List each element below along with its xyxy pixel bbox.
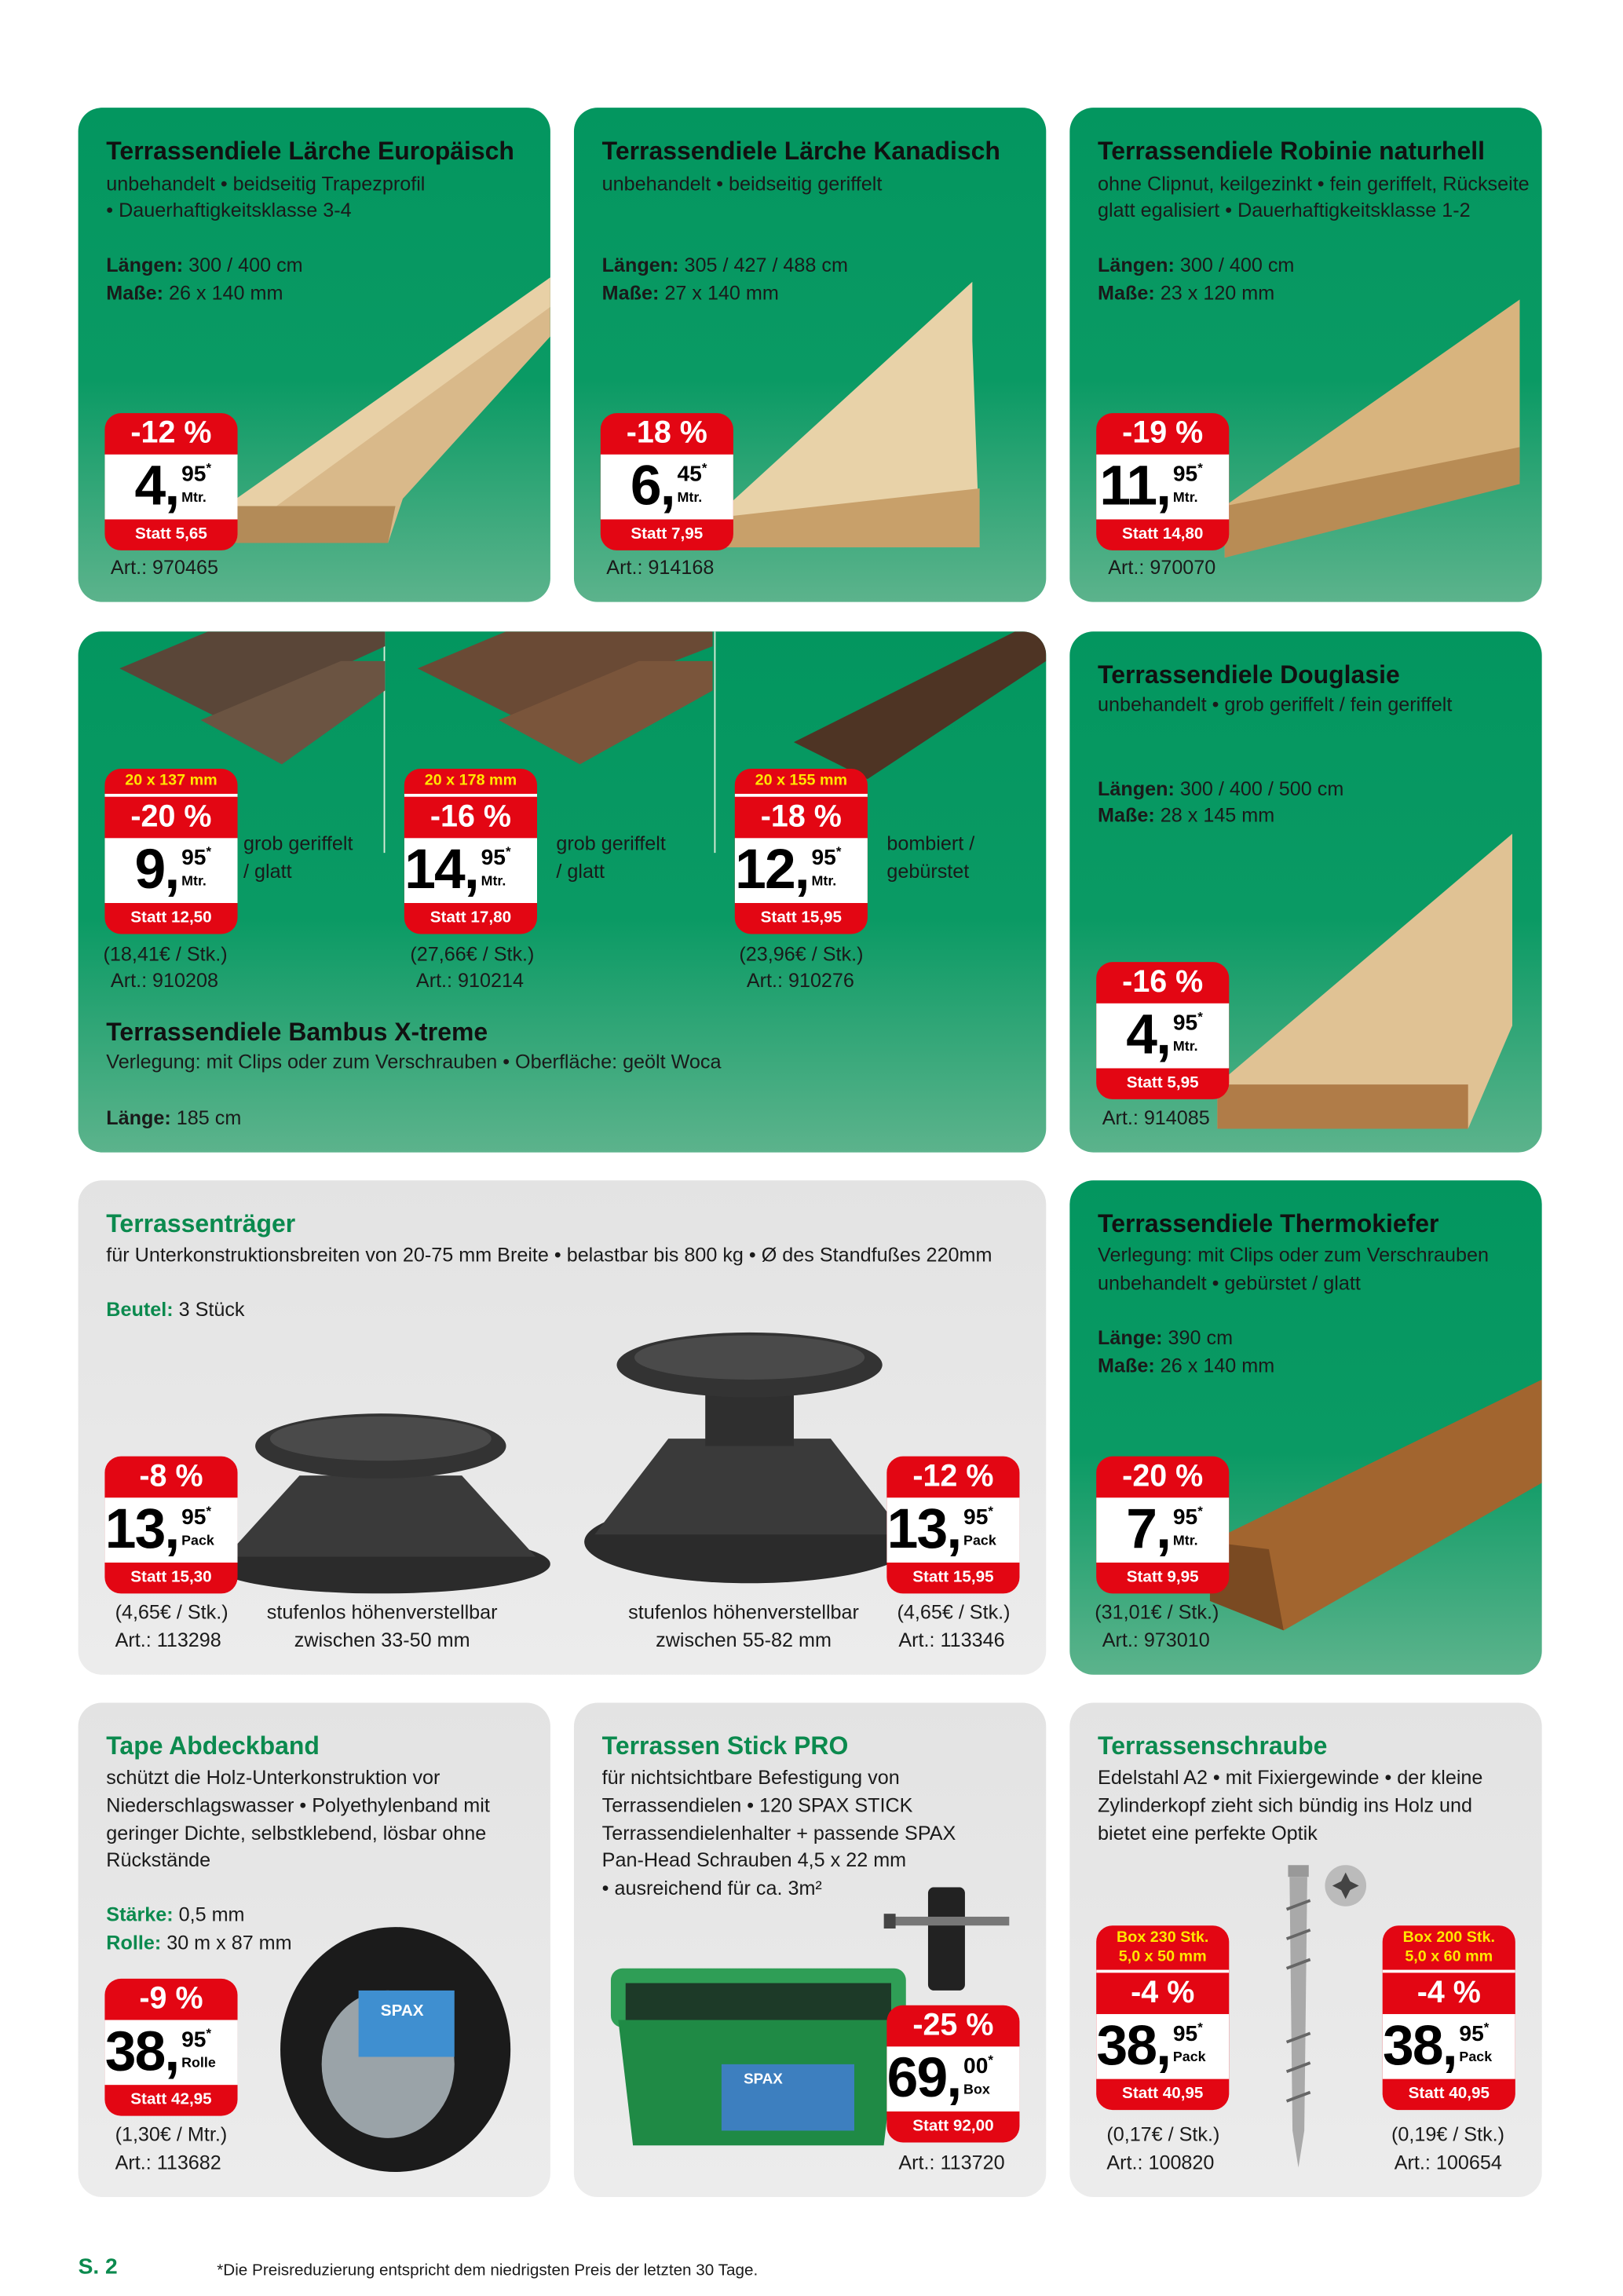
original-price: Statt 12,50 <box>130 909 212 927</box>
price-unit: Mtr. <box>1172 1038 1198 1055</box>
cents-value: 95 <box>181 1504 207 1530</box>
price-unit: Pack <box>1459 2049 1493 2066</box>
asterisk: * <box>988 1503 994 1519</box>
product-description: • Dauerhaftigkeitsklasse 3-4 <box>106 199 352 221</box>
price-euros: 11, <box>1099 455 1171 518</box>
discount-badge: -20 % <box>1122 1459 1204 1493</box>
unit-price: (4,65€ / Stk.) <box>115 1600 228 1624</box>
product-description: unbehandelt • beidseitig geriffelt <box>601 172 883 196</box>
price-euros: 69, <box>886 2048 961 2111</box>
original-price: Statt 40,95 <box>1408 2085 1490 2103</box>
article-number: Art.: 973010 <box>1102 1629 1210 1651</box>
size-label: 20 x 137 mm <box>104 769 237 797</box>
discount-badge: -4 % <box>1131 1976 1195 2010</box>
price-cents <box>481 844 511 871</box>
price-euros: 4, <box>134 455 179 518</box>
price-cents <box>1173 2020 1203 2046</box>
price <box>404 838 537 903</box>
cents-value: 95 <box>811 845 836 871</box>
discount-badge: -18 % <box>760 799 842 834</box>
price-cents <box>812 844 842 871</box>
product-description: geringer Dichte, selbstklebend, lösbar ohne <box>106 1822 487 1844</box>
unit-price: (31,01€ / Stk.) <box>1095 1600 1219 1624</box>
price <box>104 2020 237 2085</box>
asterisk: * <box>1197 1009 1203 1025</box>
cents-value: 95 <box>963 1504 989 1530</box>
length <box>106 1105 241 1132</box>
product-card-terrassentraeger[interactable] <box>79 1180 1047 1674</box>
price-unit: Mtr. <box>677 489 703 506</box>
lengths <box>106 252 302 280</box>
unit-price: (0,19€ / Stk.) <box>1391 2123 1505 2146</box>
product-description: • ausreichend für ca. 3m² <box>601 1877 822 1899</box>
price <box>601 455 733 520</box>
product-title: Terrassendiele Thermokiefer <box>1098 1209 1439 1238</box>
unit-price: (23,96€ / Stk.) <box>739 942 864 965</box>
price-tag <box>1096 413 1229 550</box>
product-description: Edelstahl A2 • mit Fixiergewinde • der kleine <box>1098 1766 1483 1789</box>
discount-badge: -16 % <box>430 799 511 834</box>
product-description: Rückstände <box>106 1848 211 1871</box>
cents-value: 95 <box>1459 2021 1484 2047</box>
price-unit: Mtr. <box>181 873 207 890</box>
discount-badge: -19 % <box>1122 415 1204 451</box>
price <box>886 1497 1019 1563</box>
value: 390 cm <box>1162 1326 1234 1349</box>
wood-plank-image <box>1225 299 1520 558</box>
asterisk: * <box>505 843 511 859</box>
price <box>1096 2014 1229 2079</box>
cents-value: 95 <box>1172 462 1198 488</box>
article-number: Art.: 910208 <box>110 969 219 992</box>
label: Längen: <box>1098 254 1175 276</box>
price-cents <box>963 1504 993 1530</box>
wood-plank-image <box>714 282 979 547</box>
price-euros: 38, <box>1096 2015 1171 2078</box>
cents-value: 95 <box>1172 2021 1198 2047</box>
wood-plank-image <box>1217 834 1512 1129</box>
product-description: Verlegung: mit Clips oder zum Verschrauben <box>1098 1244 1489 1267</box>
price-tag <box>104 413 237 550</box>
size-label: Box 230 Stk. 5,0 x 50 mm <box>1096 1925 1229 1972</box>
price-unit: Box <box>963 2082 990 2099</box>
price-tag <box>104 1979 237 2116</box>
size-label: 20 x 155 mm <box>735 769 868 797</box>
value: 26 x 140 mm <box>1154 1355 1275 1377</box>
price-tag <box>886 2005 1019 2143</box>
price-tag <box>1096 1925 1229 2110</box>
surface-description: / glatt <box>556 860 605 883</box>
roll-size <box>106 1930 291 1958</box>
discount-badge: -18 % <box>626 415 707 451</box>
dimensions <box>1098 1353 1274 1380</box>
price-unit: Mtr. <box>1172 1533 1198 1550</box>
price <box>104 1497 237 1563</box>
page-number: S. 2 <box>78 2254 118 2280</box>
product-title: Terrassendiele Lärche Europäisch <box>106 137 514 166</box>
unit-price: (27,66€ / Stk.) <box>410 942 535 965</box>
discount-badge: -25 % <box>912 2008 994 2042</box>
price-tag <box>404 769 537 934</box>
price-euros: 7, <box>1126 1499 1171 1562</box>
price <box>104 455 237 520</box>
dimensions <box>602 280 779 308</box>
article-number: Art.: 970465 <box>110 556 219 579</box>
product-card-douglasie[interactable] <box>1069 631 1541 1152</box>
price <box>1383 2014 1515 2079</box>
product-card-terrassenschraube[interactable] <box>1069 1702 1541 2196</box>
original-price: Statt 7,95 <box>631 525 704 543</box>
original-price: Statt 42,95 <box>130 2090 212 2109</box>
original-price: Statt 40,95 <box>1122 2085 1204 2103</box>
product-card-laerche-kanadisch[interactable] <box>574 108 1046 601</box>
cents-value: 95 <box>1172 1504 1198 1530</box>
price-unit: Rolle <box>181 2055 216 2072</box>
price <box>1096 1004 1229 1069</box>
unit-price: (0,17€ / Stk.) <box>1106 2123 1220 2146</box>
price <box>735 838 868 903</box>
price <box>104 838 237 903</box>
label: Maße: <box>601 281 660 305</box>
label: Längen: <box>106 254 184 276</box>
unit-price: (4,65€ / Stk.) <box>897 1600 1011 1624</box>
value: 305 / 427 / 488 cm <box>678 254 848 276</box>
asterisk: * <box>701 460 707 476</box>
product-card-tape[interactable] <box>79 1702 550 2196</box>
price-tag <box>1383 1925 1515 2110</box>
product-description: glatt egalisiert • Dauerhaftigkeitsklasse 1-2 <box>1098 199 1471 221</box>
product-description: für Unterkonstruktionsbreiten von 20-75 mm Breite • belastbar bis 800 kg • Ø des Standfußes 220mm <box>106 1244 992 1267</box>
asterisk: * <box>1197 460 1203 476</box>
product-title: Terrassendiele Robinie naturhell <box>1098 137 1485 166</box>
cents-value: 95 <box>481 845 506 871</box>
wood-plank-image <box>226 277 550 543</box>
price-tag <box>1096 1457 1229 1594</box>
product-description: Verlegung: mit Clips oder zum Verschrauben • Oberfläche: geölt Woca <box>106 1050 722 1073</box>
wood-plank-image <box>1210 1380 1542 1630</box>
original-price: Statt 14,80 <box>1122 525 1204 543</box>
product-description: unbehandelt • gebürstet / glatt <box>1098 1271 1361 1294</box>
size-label: 20 x 178 mm <box>404 769 537 797</box>
product-description: schützt die Holz-Unterkonstruktion vor <box>106 1766 440 1789</box>
bamboo-board-image <box>794 631 1046 779</box>
original-price: Statt 17,80 <box>430 909 512 927</box>
article-number: Art.: 113720 <box>898 2151 1005 2174</box>
product-card-thermokiefer[interactable] <box>1069 1180 1541 1674</box>
price-cents <box>181 844 211 871</box>
surface-description: grob geriffelt <box>556 832 666 854</box>
discount-badge: -8 % <box>139 1459 203 1493</box>
price-euros: 13, <box>886 1499 961 1562</box>
surface-description: bombiert / <box>886 832 975 854</box>
height-description: stufenlos höhenverstellbar <box>628 1600 859 1624</box>
spax-logo: SPAX <box>744 2071 783 2088</box>
price-unit: Mtr. <box>1172 489 1198 506</box>
price <box>1096 455 1229 520</box>
height-description: zwischen 33-50 mm <box>294 1629 470 1651</box>
asterisk: * <box>206 1503 212 1519</box>
price <box>886 2046 1019 2111</box>
pedestal-image <box>196 1387 550 1593</box>
price <box>1096 1497 1229 1563</box>
surface-description: gebürstet <box>886 860 970 883</box>
surface-description: / glatt <box>243 860 292 883</box>
price-unit: Pack <box>181 1533 214 1550</box>
cents-value: 95 <box>181 462 207 488</box>
asterisk: * <box>206 2026 212 2041</box>
article-number: Art.: 910214 <box>415 969 525 992</box>
pedestal-image <box>579 1321 934 1594</box>
asterisk: * <box>206 843 212 859</box>
product-description: unbehandelt • beidseitig Trapezprofil <box>106 172 426 196</box>
thickness <box>106 1902 244 1929</box>
asterisk: * <box>835 843 842 859</box>
stick-clip-image <box>884 1887 1017 1998</box>
product-description: Niederschlagswasser • Polyethylenband mit <box>106 1793 490 1817</box>
lengths <box>1098 252 1294 280</box>
original-price: Statt 5,95 <box>1126 1073 1199 1092</box>
cents-value: 45 <box>677 462 702 488</box>
value: 30 m x 87 mm <box>161 1931 292 1954</box>
article-number: Art.: 914085 <box>1102 1106 1210 1129</box>
asterisk: * <box>1197 2020 1203 2035</box>
price-unit: Mtr. <box>811 873 837 890</box>
price-euros: 4, <box>1126 1004 1171 1067</box>
product-description: Terrassendielen • 120 SPAX STICK <box>601 1793 913 1817</box>
length <box>1098 1325 1233 1352</box>
label: Maße: <box>1098 804 1155 827</box>
label: Länge: <box>106 1106 171 1129</box>
article-number: Art.: 100820 <box>1106 2151 1215 2174</box>
label: Maße: <box>106 281 164 305</box>
label: Maße: <box>1098 1355 1155 1377</box>
surface-description: grob geriffelt <box>243 832 353 854</box>
bag-quantity <box>106 1297 244 1325</box>
article-number: Art.: 914168 <box>606 556 715 579</box>
label: Maße: <box>1098 281 1155 305</box>
product-description: für nichtsichtbare Befestigung von <box>601 1766 900 1789</box>
dimensions <box>106 280 283 308</box>
stick-box-image <box>604 1954 914 2153</box>
discount-badge: -4 % <box>1416 1976 1481 2010</box>
value: 0,5 mm <box>173 1903 245 1926</box>
product-description: bietet eine perfekte Optik <box>1098 1822 1318 1844</box>
price-tag <box>104 769 237 934</box>
label: Beutel: <box>106 1298 174 1321</box>
value: 300 / 400 cm <box>183 254 303 276</box>
price-cents <box>1173 460 1203 487</box>
price-unit: Mtr. <box>181 489 207 506</box>
price-unit: Pack <box>963 1533 996 1550</box>
product-description: Pan-Head Schrauben 4,5 x 22 mm <box>601 1848 907 1871</box>
price-euros: 14, <box>404 839 478 902</box>
price-tag <box>601 413 733 550</box>
price-euros: 13, <box>104 1499 179 1562</box>
price-tag <box>1096 962 1229 1099</box>
price-cents <box>181 1504 211 1530</box>
article-number: Art.: 113682 <box>115 2151 221 2174</box>
size-label: Box 200 Stk. 5,0 x 60 mm <box>1383 1925 1515 1972</box>
asterisk: * <box>206 460 212 476</box>
value: 23 x 120 mm <box>1154 281 1275 305</box>
divider <box>714 631 715 853</box>
original-price: Statt 15,95 <box>760 909 843 927</box>
lengths <box>602 252 848 280</box>
article-number: Art.: 113298 <box>115 1629 221 1651</box>
product-title: Terrassendiele Bambus X-treme <box>106 1018 488 1047</box>
price-cents <box>963 2053 993 2079</box>
cents-value: 95 <box>181 845 207 871</box>
product-description: Zylinderkopf zieht sich bündig ins Holz und <box>1098 1793 1473 1817</box>
price-tag <box>735 769 868 934</box>
product-card-bambus[interactable] <box>79 631 1047 1152</box>
footnote: *Die Preisreduzierung entspricht dem niedrigsten Preis der letzten 30 Tage. <box>217 2261 758 2280</box>
product-description: unbehandelt • grob geriffelt / fein geriffelt <box>1098 693 1453 716</box>
product-card-laerche-europaeisch[interactable] <box>79 108 550 601</box>
asterisk: * <box>988 2052 994 2067</box>
unit-price: (18,41€ / Stk.) <box>103 942 228 965</box>
price-euros: 6, <box>630 455 674 518</box>
price-euros: 9, <box>134 839 179 902</box>
dimensions <box>1098 803 1274 830</box>
price-euros: 38, <box>104 2021 179 2084</box>
product-card-stick-pro[interactable] <box>574 1702 1046 2196</box>
price-tag <box>104 1457 237 1594</box>
product-card-robinie[interactable] <box>1069 108 1541 601</box>
screw-image <box>1269 1865 1373 2175</box>
value: 26 x 140 mm <box>163 281 283 305</box>
price-cents <box>1173 1009 1203 1036</box>
label: Länge: <box>1098 1326 1163 1349</box>
cents-value: 95 <box>181 2027 207 2053</box>
article-number: Art.: 100654 <box>1394 2151 1502 2174</box>
discount-badge: -9 % <box>139 1981 203 2016</box>
bamboo-board-image <box>418 631 713 764</box>
discount-badge: -16 % <box>1122 964 1204 1000</box>
price-cents <box>181 2026 211 2053</box>
product-description: Terrassendielenhalter + passende SPAX <box>601 1822 956 1844</box>
product-title: Terrassen Stick PRO <box>601 1732 849 1760</box>
label: Stärke: <box>106 1903 174 1926</box>
unit-price: (1,30€ / Mtr.) <box>115 2123 228 2146</box>
original-price: Statt 15,30 <box>130 1568 212 1587</box>
dimensions <box>1098 280 1274 308</box>
spax-logo: SPAX <box>380 2002 424 2020</box>
original-price: Statt 92,00 <box>912 2117 994 2136</box>
product-title: Terrassendiele Douglasie <box>1098 660 1400 689</box>
product-description: ohne Clipnut, keilgezinkt • fein geriffelt, Rückseite <box>1098 172 1530 196</box>
discount-badge: -12 % <box>130 415 212 451</box>
price-cents <box>1459 2020 1489 2046</box>
label: Rolle: <box>106 1931 162 1954</box>
price-cents <box>678 460 707 487</box>
asterisk: * <box>1197 1503 1203 1519</box>
asterisk: * <box>1483 2020 1490 2035</box>
article-number: Art.: 910276 <box>746 969 854 992</box>
value: 185 cm <box>170 1106 242 1129</box>
price-unit: Mtr. <box>481 873 506 890</box>
height-description: stufenlos höhenverstellbar <box>266 1600 498 1624</box>
product-title: Terrassenschraube <box>1098 1732 1328 1760</box>
label: Längen: <box>1098 777 1175 800</box>
article-number: Art.: 970070 <box>1108 556 1216 579</box>
value: 300 / 400 / 500 cm <box>1174 777 1344 800</box>
tape-roll-image <box>277 1924 514 2174</box>
height-description: zwischen 55-82 mm <box>656 1629 832 1651</box>
original-price: Statt 9,95 <box>1126 1568 1199 1587</box>
price-tag <box>886 1457 1019 1594</box>
article-number: Art.: 113346 <box>898 1629 1005 1651</box>
value: 27 x 140 mm <box>659 281 779 305</box>
original-price: Statt 15,95 <box>912 1568 994 1587</box>
price-unit: Pack <box>1172 2049 1206 2066</box>
price-euros: 12, <box>735 839 809 902</box>
original-price: Statt 5,65 <box>134 525 207 543</box>
price-cents <box>181 460 211 487</box>
cents-value: 95 <box>1172 1011 1198 1036</box>
product-title: Terrassendiele Lärche Kanadisch <box>601 137 1000 166</box>
price-euros: 38, <box>1383 2015 1457 2078</box>
discount-badge: -20 % <box>130 799 212 834</box>
product-title: Tape Abdeckband <box>106 1732 320 1760</box>
price-cents <box>1173 1504 1203 1530</box>
cents-value: 00 <box>963 2053 989 2079</box>
lengths <box>1098 776 1343 803</box>
value: 3 Stück <box>173 1298 245 1321</box>
label: Längen: <box>601 254 679 276</box>
value: 28 x 145 mm <box>1154 804 1275 827</box>
value: 300 / 400 cm <box>1174 254 1295 276</box>
product-title: Terrassenträger <box>106 1209 296 1238</box>
discount-badge: -12 % <box>912 1459 994 1493</box>
bamboo-board-image <box>119 631 385 764</box>
